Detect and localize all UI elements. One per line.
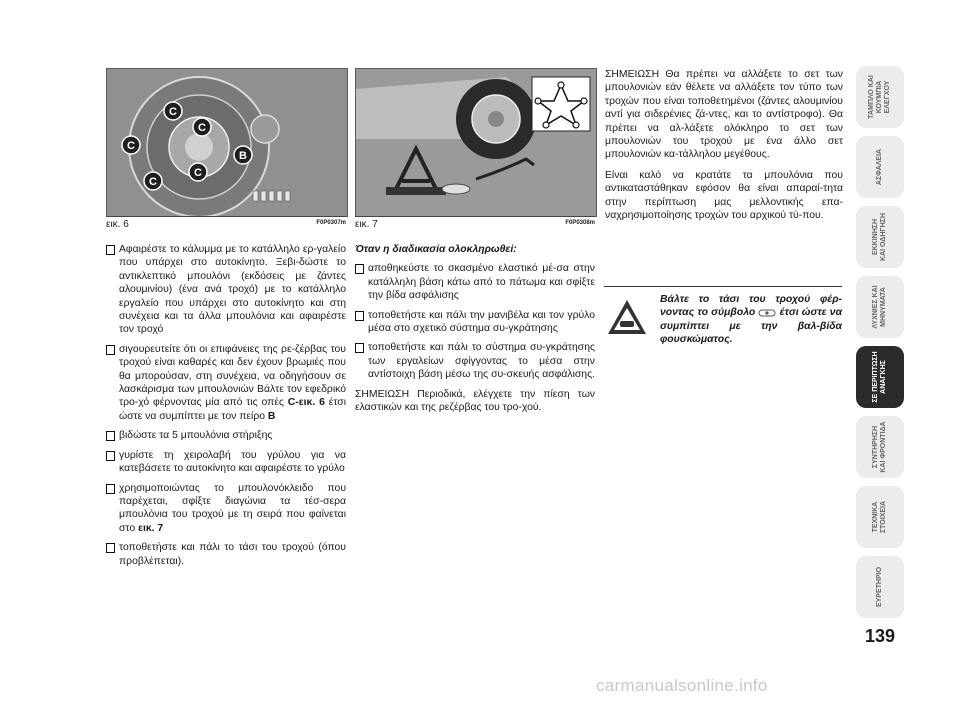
warning-text: Βάλτε το τάσι του τροχού φέρ-νοντας το σύμβολο έτσι ώστε να συμπίπτει με την βαλ-βίδα φουσκώματος. bbox=[660, 294, 843, 346]
checkbox-bullet-icon bbox=[355, 264, 364, 274]
checkbox-bullet-icon bbox=[355, 343, 364, 353]
paragraph: Είναι καλό να κρατάτε τα μπουλόνια που αντικαταστάθηκαν εφόσον θα είναι απαραί-τητα στην περίπτωση μας μελλοντικής επα-ναχρησιμοποίησης τροχών του αρχικού τύ-που. bbox=[605, 169, 843, 222]
figure-ref: εικ. 7 bbox=[138, 522, 164, 534]
list-item: χρησιμοποιώντας το μπουλονόκλειδο που παρέχεται, σφίξτε διαγώνια τα τέσ-σερα μπουλόνια του τροχού με τη σειρά που φαίνεται στο εικ. 7 bbox=[106, 482, 346, 536]
list-item: Αφαιρέστε το κάλυμμα με το κατάλληλο ερ-γαλείο που υπάρχει στο αυτοκίνητο. Ξεβι-δώστε το αντικλεπτικό μπουλόνι (εκδόσεις με ζάντες αλουμινίου) (ένα ανά τροχό) με το κατάλληλο εργαλείο που υπάρχει στο αυτοκίνητο και στη συνέχεια και τα άλλα μπουλόνια και αφαιρέστε τον τροχό bbox=[106, 243, 346, 337]
tab-index[interactable]: ΕΥΡΕΤΗΡΙΟ bbox=[856, 556, 904, 618]
figure-7-label: εικ. 7 bbox=[355, 219, 378, 230]
tab-safety[interactable]: ΑΣΦΑΛΕΙΑ bbox=[856, 136, 904, 198]
figure-6-code: F0P0307m bbox=[316, 220, 346, 226]
list-item: τοποθετήστε και πάλι το σύστημα συ-γκράτησης των εργαλείων σφίγγοντας το μέσα στην αντίστοιχη βάση μέσω της συ-σκευής ασφάλισης. bbox=[355, 341, 595, 381]
checkbox-bullet-icon bbox=[355, 311, 364, 321]
fig6-label-c3: C bbox=[127, 140, 135, 152]
checkbox-bullet-icon bbox=[106, 451, 115, 461]
column-1 bbox=[106, 243, 346, 574]
fig6-label-c5: C bbox=[149, 176, 157, 188]
list-item: σιγουρευτείτε ότι οι επιφάνειες της ρε-ζέρβας του τροχού είναι καθαρές και δεν έχουν βρωμιές που θα μπορούσαν, στη συνέχεια, να οδηγήσουν σε λασκάρισμα των μπουλονιών Βάλτε τον εφεδρικό τρο-χό φέρνοντας μία από τις οπές C-εικ. 6 έτσι ώστε να συμπίπτει με τον πείρο B bbox=[106, 343, 346, 423]
watermark: carmanualsonline.info bbox=[596, 676, 768, 695]
figure-7 bbox=[355, 68, 597, 217]
checkbox-bullet-icon bbox=[106, 431, 115, 441]
tab-technical-data[interactable]: ΤΕΧΝΙΚΑ ΣΤΟΙΧΕΙΑ bbox=[856, 486, 904, 548]
checkbox-bullet-icon bbox=[106, 543, 115, 553]
figure-6-label: εικ. 6 bbox=[106, 219, 129, 230]
section-heading: Όταν η διαδικασία ολοκληρωθεί: bbox=[355, 244, 517, 255]
checkbox-bullet-icon bbox=[106, 484, 115, 494]
checkbox-bullet-icon bbox=[106, 345, 115, 355]
tab-warning-lights[interactable]: ΛΥΧΝΙΕΣ ΚΑΙ ΜΗΝΥΜΑΤΑ bbox=[856, 276, 904, 338]
warning-triangle-icon bbox=[607, 299, 647, 335]
paragraph: ΣΗΜΕΙΩΣΗ Θα πρέπει να αλλάξετε το σετ των μπουλονιών εάν θέλετε να αλλάξετε τον τύπο των τροχών που είναι τοποθετημένοι (ζάντες αλουμινίου αντί για σιδερένιες ζά-ντες, και το αντίστροφο). Θα πρέπει να αλ-λάξετε ολόκληρο το σετ των μπουλονιών του τροχού με ένα άλλο σετ μπουλονιών κα-τάλληλου μεγέθους. bbox=[605, 69, 843, 161]
figure-6 bbox=[106, 68, 348, 217]
tab-emergency[interactable]: ΣΕ ΠΕΡΙΠΤΩΣΗ ΑΝΑΓΚΗΣ bbox=[856, 346, 904, 408]
column-2 bbox=[355, 243, 595, 421]
spare-wheel-illustration bbox=[356, 69, 596, 216]
warning-box bbox=[604, 286, 842, 357]
list-item: βιδώστε τα 5 μπουλόνια στήριξης bbox=[106, 429, 346, 442]
checkbox-bullet-icon bbox=[106, 245, 115, 255]
tab-maintenance[interactable]: ΣΥΝΤΗΡΗΣΗ ΚΑΙ ΦΡΟΝΤΙΔΑ bbox=[856, 416, 904, 478]
page-number: 139 bbox=[864, 626, 896, 646]
fig6-label-b: B bbox=[239, 150, 247, 162]
figure-7-code: F0P0308m bbox=[565, 220, 595, 226]
figure-7-caption bbox=[355, 216, 595, 231]
tab-starting-driving[interactable]: ΕΚΚΙΝΗΣΗ ΚΑΙ ΟΔΗΓΗΣΗ bbox=[856, 206, 904, 268]
column-3 bbox=[605, 68, 843, 229]
pin-ref: B bbox=[267, 410, 276, 422]
list-item: τοποθετήστε και πάλι το τάσι του τροχού (όπου προβλέπεται). bbox=[106, 541, 346, 568]
note: ΣΗΜΕΙΩΣΗ Περιοδικά, ελέγχετε την πίεση των ελαστικών και της ρεζέρβας του τρο-χού. bbox=[355, 388, 595, 414]
list-item: γυρίστε τη χειρολαβή του γρύλου για να κατεβάσετε το αυτοκίνητο και αφαιρέστε το γρύλο bbox=[106, 449, 346, 476]
fig6-label-c1: C bbox=[169, 106, 177, 118]
fig6-label-c2: C bbox=[198, 122, 206, 134]
valve-symbol-icon bbox=[758, 309, 776, 317]
fig6-label-c4: C bbox=[194, 167, 202, 179]
figure-6-caption bbox=[106, 216, 346, 231]
list-item: τοποθετήστε και πάλι την μανιβέλα και τον γρύλο μέσα στο σχετικό σύστημα συ-γκράτησης bbox=[355, 309, 595, 336]
figure-ref: C-εικ. 6 bbox=[287, 397, 325, 409]
tab-dashboard[interactable]: ΤΑΜΠΛΟ ΚΑΙ ΚΟΥΜΠΙΑ ΕΛΕΓΧΟΥ bbox=[856, 66, 904, 128]
list-item: αποθηκεύστε το σκασμένο ελαστικό μέ-σα στην κατάλληλη βάση κάτω από το πάτωμα και σφίξτε την βίδα ασφάλισης bbox=[355, 262, 595, 302]
wheel-hub-illustration bbox=[107, 69, 347, 216]
